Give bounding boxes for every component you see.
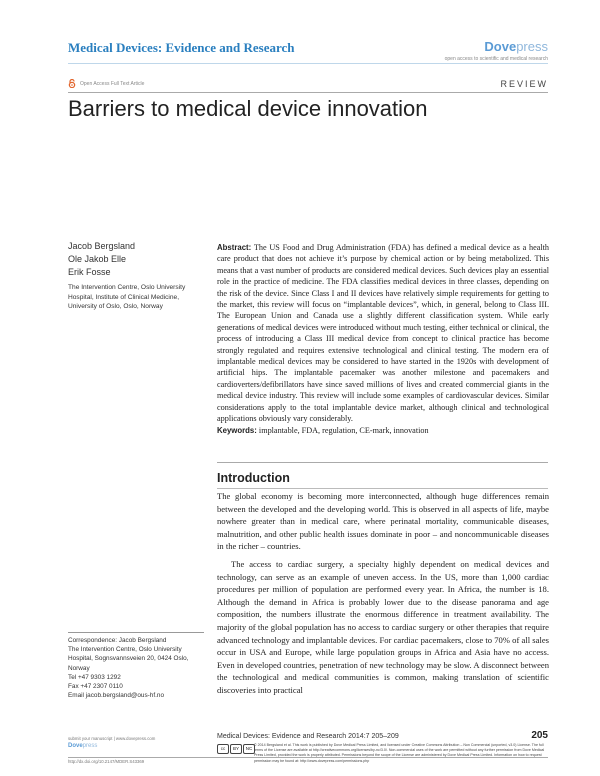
author-affiliation: The Intervention Centre, Oslo University Hospital, Institute of Clinical Medicine, University of Oslo, Oslo, Norway — [68, 284, 186, 310]
publisher-tagline: open access to scientific and medical research — [444, 56, 548, 62]
abstract-label: Abstract: — [217, 243, 252, 252]
header-divider — [68, 63, 548, 64]
author-list — [68, 240, 135, 279]
correspondence-label: Correspondence: Jacob Bergsland — [68, 637, 167, 644]
abstract-divider — [217, 462, 548, 463]
footer-dove-light: press — [82, 743, 98, 749]
correspondence-block — [68, 636, 208, 700]
correspondence-tel: Tel +47 9303 1292 — [68, 673, 121, 681]
cc-license-icons — [217, 744, 255, 754]
page-number: 205 — [531, 730, 548, 741]
publisher-light: press — [516, 39, 548, 54]
footer-citation: Medical Devices: Evidence and Research 2014:7 205–209 — [217, 733, 399, 740]
open-access-text: Open Access Full Text Article — [80, 80, 145, 87]
correspondence-divider — [68, 632, 204, 633]
submit-link[interactable]: submit your manuscript | www.dovepress.com — [68, 736, 156, 741]
publisher-logo — [484, 39, 548, 54]
keywords-label: Keywords: — [217, 425, 257, 435]
author-name: Erik Fosse — [68, 267, 111, 277]
publisher-bold: Dove — [484, 39, 517, 54]
section-heading: Introduction — [217, 471, 290, 485]
author-name: Ole Jakob Elle — [68, 254, 127, 264]
correspondence-email[interactable]: Email jacob.bergsland@ous-hf.no — [68, 692, 165, 700]
section-divider — [217, 488, 548, 489]
paragraph: The access to cardiac surgery, a specialty highly dependent on medical devices and technology, can serve as an example of uneven access. In the US, more than 1,000 cardiac procedures per million of population are performed every year. In Africa, the number is 18. Although the demand in Africa is probably lower due to the disease panorama and age composition, the numbers illustrate the enormous difference in treatment availability. The majority of the global population has no access to cardiac surgery or other therapies that require advanced technology and implantable devices. For cardiac pacemakers, close to 70% of all sales occur in USA and Europe, while large population groups in Africa and Asia have no access. Even in developed countries, penetration of new technology may be slow. A disconnect between the technological and medical communities is common, making translation of scientific discoveries into practical — [217, 558, 549, 695]
title-divider — [68, 92, 548, 93]
article-title: Barriers to medical device innovation — [68, 96, 428, 121]
doi-link[interactable]: http://dx.doi.org/10.2147/MDER.S43369 — [68, 759, 145, 764]
cc-nc-icon: NC — [243, 744, 255, 754]
paragraph: The global economy is becoming more interconnected, although huge differences remain between the developed and the developing world. This is observed in all aspects of life, maybe nowhere greater than in medical care, where perinatal mortality, communicable diseases, malnutrition, and other public health issues dominate in poor – and noncommunicable diseases in the richer – countries. — [217, 491, 549, 552]
cc-by-icon: BY — [230, 744, 242, 754]
cc-icon: cc — [217, 744, 229, 754]
footer-logo — [68, 742, 200, 750]
abstract — [217, 242, 549, 436]
correspondence-fax: Fax +47 2307 0110 — [68, 683, 123, 691]
open-access-label — [68, 79, 144, 88]
author-name: Jacob Bergsland — [68, 241, 136, 251]
body-text — [217, 490, 549, 697]
correspondence-address: The Intervention Centre, Oslo University Hospital, Sognsvannsveien 20, 0424 Oslo, Norway — [68, 646, 189, 672]
article-type: REVIEW — [500, 79, 548, 89]
keywords-text: implantable, FDA, regulation, CE-mark, innovation — [258, 425, 429, 435]
open-access-lock-icon — [68, 79, 76, 88]
journal-name: Medical Devices: Evidence and Research — [68, 40, 295, 55]
abstract-text: The US Food and Drug Administration (FDA) has defined a medical device as a health care product that does not achieve it’s purpose by chemical action or by being metabolized. This means that a vast number of products are considered medical devices. Such devices play an essential role in the practice of medicine. The FDA classifies medical devices in three classes, depending on the risk of the device. Since Class I and II devices have relatively simple requirements for getting to the market, this review will focus on “implantable devices”, which, in general, belong to Class III. The European Union and Canada use a slightly different classification system. While early generations of medical devices were introduced without much testing, either technical or clinical, the process of introducing a Class III medical device from concept to clinical practice has become strongly regulated and requires extensive technological and clinical testing. The modern era of implantable medical devices may be considered to have started in the 1920s with development of artificial hips. The implantable pacemaker was another milestone and pacemakers and cardioverters/defibrillators have since saved millions of lives and created commercial giants in the medical device industry. This review will include some examples of cardiovascular devices. Similar considerations apply to the total implantable device market, although clinical and technological applications obviously vary considerably. — [217, 243, 549, 424]
footer-submit — [68, 735, 200, 750]
footer-dove-bold: Dove — [68, 743, 83, 749]
license-text: © 2014 Bergsland et al. This work is published by Dove Medical Press Limited, and licensed under Creative Commons Attribution – Non Commercial (unported, v3.0) License. The full terms of the License are available at http://creativecommons.org/licenses/by-nc/3.0/. Non-commercial uses of the work are permitted without any further permission from Dove Medical Press Limited, provided the work is properly attributed. Permissions beyond the scope of the License are administered by Dove Medical Press Limited. Information on how to request permission may be found at: http://www.dovepress.com/permissions.php — [254, 743, 545, 763]
